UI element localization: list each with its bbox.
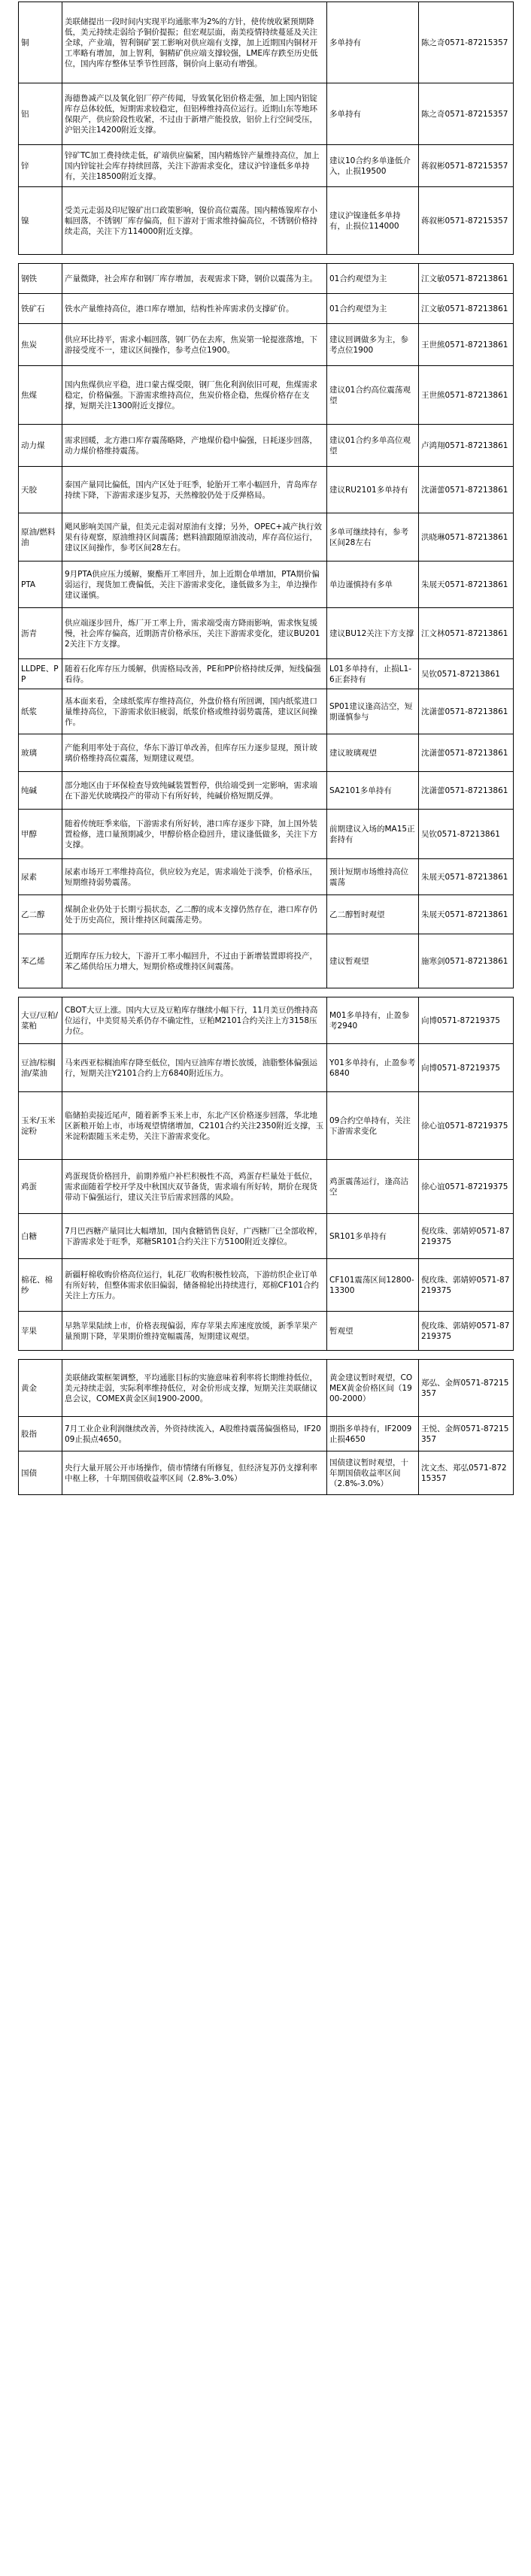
trading-view: 乙二醇暂时观望 <box>327 895 419 934</box>
commodity-name: 焦煤 <box>19 366 62 425</box>
analyst-contact: 沈潇蕾0571-87213861 <box>419 772 514 810</box>
commodity-name: 动力煤 <box>19 425 62 467</box>
trading-view: 建议01合约多单高位观望 <box>327 425 419 467</box>
analyst-contact: 王世熊0571-87213861 <box>419 324 514 366</box>
commodity-name: 焦炭 <box>19 324 62 366</box>
commodity-name: 原油/燃料油 <box>19 513 62 562</box>
commodity-name: 铁矿石 <box>19 294 62 324</box>
table-row <box>19 1160 514 1214</box>
trading-view: L01多单持有，止损L1-6正套持有 <box>327 659 419 689</box>
analyst-contact: 朱展天0571-87213861 <box>419 562 514 608</box>
trading-view: 09合约空单持有，关注下游需求变化 <box>327 1092 419 1160</box>
analyst-contact: 向博0571-87219375 <box>419 1044 514 1092</box>
commodity-name: LLDPE、PP <box>19 659 62 689</box>
commodity-name: 白糖 <box>19 1214 62 1259</box>
analyst-contact: 江文敏0571-87213861 <box>419 264 514 294</box>
analysis-text: 7月巴西糖产量同比大幅增加，国内食糖销售良好，广西糖厂已全部收榨，下游需求处于旺季，郑糖SR101合约关注下方5100附近支撑位。 <box>62 1214 327 1259</box>
analysis-text: 泰国产量同比偏低，国内产区处于旺季，轮胎开工率小幅回升，青岛库存持续下降，下游需求逐步复苏，天然橡胶仍处于反弹格局。 <box>62 467 327 513</box>
commodity-name: 铜 <box>19 2 62 83</box>
trading-view: 建议10合约多单逢低介入，止损19500 <box>327 145 419 187</box>
table-row <box>19 1259 514 1312</box>
table-row <box>19 859 514 895</box>
section-separator <box>19 255 514 264</box>
table-row <box>19 689 514 734</box>
analysis-text: 马来西亚棕榈油库存降至低位，国内豆油库存增长放缓，油脂整体偏强运行，短期关注Y2101合约上方6840附近压力。 <box>62 1044 327 1092</box>
commodity-name: 苹果 <box>19 1312 62 1351</box>
trading-view: 期指多单持有，IF2009止损4650 <box>327 1417 419 1451</box>
analysis-text: 需求回暖，北方港口库存震荡略降，产地煤价稳中偏强，日耗逐步回落，动力煤价格维持震荡。 <box>62 425 327 467</box>
analyst-contact: 蒋叙彬0571-87215357 <box>419 187 514 255</box>
trading-view: 黄金建议暂时观望，COMEX黄金价格区间（1900-2000） <box>327 1360 419 1417</box>
market-view-table <box>18 2 514 1495</box>
commodity-name: 棉花、棉纱 <box>19 1259 62 1312</box>
trading-view: 建议沪镍逢低多单持有，止损位114000 <box>327 187 419 255</box>
analysis-text: 煤制企业仍处于长期亏损状态，乙二醇的成本支撑仍然存在，港口库存仍处于历史高位，预计维持区间震荡走势。 <box>62 895 327 934</box>
trading-view: 单边谨慎持有多单 <box>327 562 419 608</box>
table-row <box>19 145 514 187</box>
trading-view: 01合约观望为主 <box>327 264 419 294</box>
analyst-contact: 陈之奇0571-87215357 <box>419 83 514 145</box>
trading-view: 多单可继续持有，参考区间28左右 <box>327 513 419 562</box>
analyst-contact: 陈之奇0571-87215357 <box>419 2 514 83</box>
analyst-contact: 倪玫珠、郭婧婷0571-87219375 <box>419 1214 514 1259</box>
analyst-contact: 洪晓琳0571-87213861 <box>419 513 514 562</box>
trading-view: 建议BU12关注下方支撑 <box>327 608 419 659</box>
analyst-contact: 朱展天0571-87213861 <box>419 859 514 895</box>
table-row <box>19 1044 514 1092</box>
analyst-contact: 沈潇蕾0571-87213861 <box>419 689 514 734</box>
trading-view: 建议回调做多为主，参考点位1900 <box>327 324 419 366</box>
table-row <box>19 1312 514 1351</box>
table-row <box>19 934 514 988</box>
analyst-contact: 徐心谊0571-87219375 <box>419 1092 514 1160</box>
table-row <box>19 734 514 772</box>
analysis-text: 国内焦煤供应平稳，进口蒙古煤受限，钢厂焦化利润依旧可观，焦煤需求稳定，价格偏强。下游需求维持高位，焦炭价格企稳，焦煤价格存在支撑，短期关注1300附近支撑位。 <box>62 366 327 425</box>
trading-view: 建议玻璃观望 <box>327 734 419 772</box>
analyst-contact: 郑弘、金辉0571-87215357 <box>419 1360 514 1417</box>
commodity-name: 苯乙烯 <box>19 934 62 988</box>
commodity-name: 乙二醇 <box>19 895 62 934</box>
analyst-contact: 沈潇蕾0571-87213861 <box>419 734 514 772</box>
analyst-contact: 王世熊0571-87213861 <box>419 366 514 425</box>
commodity-name: 钢铁 <box>19 264 62 294</box>
analysis-text: 临储拍卖接近尾声，随着新季玉米上市，东北产区价格逐步回落，华北地区新粮开始上市，市场观望情绪增加，C2101合约关注2350附近支撑，玉米淀粉跟随玉米走势，关注下游需求变化。 <box>62 1092 327 1160</box>
commodity-name: 鸡蛋 <box>19 1160 62 1214</box>
table-row <box>19 772 514 810</box>
analysis-text: CBOT大豆上涨。国内大豆及豆粕库存继续小幅下行，11月美豆仍维持高位运行，中美贸易关系仍存不确定性，豆粕M2101合约关注上方3158压力位。 <box>62 997 327 1044</box>
analysis-text: 鸡蛋现货价格回升，前期养殖户补栏积极性不高，鸡蛋存栏量处于低位，需求面随着学校开学及中秋国庆双节备货，需求端有所好转，期价在现货带动下偏强运行，建议关注节后需求回落的风险。 <box>62 1160 327 1214</box>
trading-view: CF101震荡区间12800-13300 <box>327 1259 419 1312</box>
analysis-text: 产能利用率处于高位，华东下游订单改善，但库存压力逐步显现，预计玻璃价格维持高位震荡，短期建议观望。 <box>62 734 327 772</box>
analysis-text: 央行大量开展公开市场操作，债市情绪有所修复，但经济复苏仍支撑利率中枢上移，十年期国债收益率区间（2.8%-3.0%） <box>62 1451 327 1495</box>
analysis-text: 7月工业企业利润继续改善，外资持续流入，A股维持震荡偏强格局，IF2009止损点4650。 <box>62 1417 327 1451</box>
analysis-text: 产量微降，社会库存和钢厂库存增加，表观需求下降，钢价以震荡为主。 <box>62 264 327 294</box>
table-row <box>19 1417 514 1451</box>
commodity-name: 沥青 <box>19 608 62 659</box>
analyst-contact: 向博0571-87219375 <box>419 997 514 1044</box>
section-separator <box>19 988 514 997</box>
analyst-contact: 徐心谊0571-87219375 <box>419 1160 514 1214</box>
analysis-text: 美联储政策框架调整，平均通胀目标的实施意味着利率将长期维持低位，美元持续走弱，实际利率维持低位，对金价形成支撑，短期关注美联储议息会议，COMEX黄金区间1900-2000。 <box>62 1360 327 1417</box>
table-row <box>19 1214 514 1259</box>
analysis-text: 海德鲁减产以及氧化铝厂停产传闻，导致氧化铝价格走强，加上国内铝锭库存总体较低，短期需求较稳定，但铝棒维持高位运行。近期山东等地环保限产，供应阶段性收紧，不过由于新增产能投放，铝价上行空间受压，沪铝关注14200附近支撑。 <box>62 83 327 145</box>
trading-view: 多单持有 <box>327 2 419 83</box>
analysis-text: 铁水产量维持高位，港口库存增加，结构性补库需求仍支撑矿价。 <box>62 294 327 324</box>
table-row <box>19 513 514 562</box>
trading-view: Y01多单持有，止盈参考6840 <box>327 1044 419 1092</box>
analyst-contact: 卢鸿翔0571-87213861 <box>419 425 514 467</box>
commodity-name: 黄金 <box>19 1360 62 1417</box>
section-separator <box>19 1351 514 1360</box>
trading-view: 前期建议入场的MA15正套持有 <box>327 810 419 859</box>
analysis-text: 9月PTA供应压力缓解，聚酯开工率回升，加上近期仓单增加，PTA期价偏弱运行，现货加工费偏低，关注下游需求变化，逢低做多为主，单边操作建议谨慎。 <box>62 562 327 608</box>
analysis-text: 基本面来看，全球纸浆库存维持高位，外盘价格有所回调，国内纸浆进口量维持高位，下游需求依旧疲弱，纸浆价格或维持弱势震荡，建议区间操作。 <box>62 689 327 734</box>
analysis-text: 供应环比持平，需求小幅回落，钢厂仍在去库，焦炭第一轮提涨落地，下游接受度不一，建议区间操作，参考点位1900。 <box>62 324 327 366</box>
table-row <box>19 562 514 608</box>
analysis-text: 锌矿TC加工费持续走低，矿端供应偏紧，国内精炼锌产量维持高位，加上国内锌锭社会库存持续回落，关注下游需求变化，建议沪锌逢低多单持有，关注18500附近支撑。 <box>62 145 327 187</box>
analysis-text: 新疆籽棉收购价格高位运行，轧花厂收购积极性较高，下游纺织企业订单有所好转，但整体需求依旧偏弱，储备棉轮出持续进行，郑棉CF101合约关注上方压力。 <box>62 1259 327 1312</box>
table-row <box>19 467 514 513</box>
commodity-name: 纯碱 <box>19 772 62 810</box>
table-row <box>19 895 514 934</box>
analyst-contact: 朱展天0571-87213861 <box>419 895 514 934</box>
analysis-text: 受美元走弱及印尼镍矿出口政策影响，镍价高位震荡。国内精炼镍库存小幅回落，不锈钢厂库存偏高，但下游对于需求维持偏高位，不锈钢价格持续走高，关注下方114000附近支撑。 <box>62 187 327 255</box>
analyst-contact: 吴钦0571-87213861 <box>419 659 514 689</box>
separator-cell <box>19 988 514 997</box>
trading-view: 建议暂观望 <box>327 934 419 988</box>
table-row <box>19 2 514 83</box>
table-body <box>19 2 514 1495</box>
analysis-text: 飓风影响美国产量，但美元走弱对原油有支撑；另外，OPEC+减产执行效果有待观察，原油维持区间震荡；燃料油跟随原油波动，库存高位运行，建议区间操作，参考区间28左右。 <box>62 513 327 562</box>
commodity-name: 锌 <box>19 145 62 187</box>
analyst-contact: 吴钦0571-87213861 <box>419 810 514 859</box>
table-row <box>19 1360 514 1417</box>
table-row <box>19 83 514 145</box>
commodity-name: 天胶 <box>19 467 62 513</box>
commodity-name: 镍 <box>19 187 62 255</box>
trading-view: M01多单持有，止盈参考2940 <box>327 997 419 1044</box>
analyst-contact: 沈潇蕾0571-87213861 <box>419 467 514 513</box>
trading-view: SP01建议逢高沽空，短期谨慎参与 <box>327 689 419 734</box>
analysis-text: 早熟苹果陆续上市，价格表现偏弱，库存苹果去库速度放缓，新季苹果产量预期下降，苹果期价维持宽幅震荡，短期建议观望。 <box>62 1312 327 1351</box>
commodity-name: 国债 <box>19 1451 62 1495</box>
commodity-name: 豆油/棕榈油/菜油 <box>19 1044 62 1092</box>
analysis-text: 部分地区由于环保检查导致纯碱装置暂停，供给端受到一定影响，需求端在下游光伏玻璃投产的带动下有所好转，纯碱价格短期反弹。 <box>62 772 327 810</box>
table-row <box>19 608 514 659</box>
trading-view: 暂观望 <box>327 1312 419 1351</box>
table-row <box>19 997 514 1044</box>
analyst-contact: 倪玫珠、郭婧婷0571-87219375 <box>419 1312 514 1351</box>
table-row <box>19 264 514 294</box>
analyst-contact: 沈文杰、郑弘0571-87215357 <box>419 1451 514 1495</box>
commodity-name: 股指 <box>19 1417 62 1451</box>
commodity-name: PTA <box>19 562 62 608</box>
analyst-contact: 蒋叙彬0571-87215357 <box>419 145 514 187</box>
table-row <box>19 187 514 255</box>
analysis-text: 供应端逐步回升，炼厂开工率上升，需求端受南方降雨影响，需求恢复缓慢，社会库存偏高，近期沥青价格承压，关注下游需求变化，建议BU2012关注下方支撑。 <box>62 608 327 659</box>
analysis-text: 美联储提出一段时间内实现平均通胀率为2%的方针，使传统收紧预期降低，美元持续走弱给予铜价提振；但宏观层面，南美疫情持续蔓延及关注全球，产业端，智利铜矿罢工影响对供应端有支撑，加上近期国内铜材开工率略有增加，加上智利，铜精矿供应端支撑较强，LME库存跌至历史低位，国内库存整体呈季节性回落，铜价向上驱动有增强。 <box>62 2 327 83</box>
analyst-contact: 江文敏0571-87213861 <box>419 294 514 324</box>
analysis-text: 近期库存压力较大，下游开工率小幅回升，不过由于新增装置即将投产，苯乙烯供给压力增大，短期价格或维持区间震荡。 <box>62 934 327 988</box>
commodity-name: 玻璃 <box>19 734 62 772</box>
commodity-name: 甲醇 <box>19 810 62 859</box>
analysis-text: 随着传统旺季来临，下游需求有所好转，港口库存逐步下降，加上国外装置检修，进口量预期减少，甲醇价格企稳回升，建议逢低做多，关注下方支撑。 <box>62 810 327 859</box>
commodity-name: 纸浆 <box>19 689 62 734</box>
table-row <box>19 425 514 467</box>
table-row <box>19 1092 514 1160</box>
trading-view: 鸡蛋震荡运行，逢高沽空 <box>327 1160 419 1214</box>
trading-view: 多单持有 <box>327 83 419 145</box>
table-row <box>19 1451 514 1495</box>
trading-view: 国债建议暂时观望，十年期国债收益率区间（2.8%-3.0%） <box>327 1451 419 1495</box>
commodity-name: 尿素 <box>19 859 62 895</box>
table-row <box>19 324 514 366</box>
analyst-contact: 倪玫珠、郭婧婷0571-87219375 <box>419 1259 514 1312</box>
analysis-text: 随着石化库存压力缓解，供需格局改善，PE和PP价格持续反弹，短线偏强看待。 <box>62 659 327 689</box>
table-row <box>19 294 514 324</box>
trading-view: SR101多单持有 <box>327 1214 419 1259</box>
commodity-name: 铝 <box>19 83 62 145</box>
analyst-contact: 施寒剑0571-87213861 <box>419 934 514 988</box>
trading-view: SA2101多单持有 <box>327 772 419 810</box>
table-row <box>19 659 514 689</box>
analyst-contact: 江文林0571-87213861 <box>419 608 514 659</box>
separator-cell <box>19 1351 514 1360</box>
trading-view: 建议RU2101多单持有 <box>327 467 419 513</box>
separator-cell <box>19 255 514 264</box>
commodity-name: 玉米/玉米淀粉 <box>19 1092 62 1160</box>
table-row <box>19 366 514 425</box>
trading-view: 建议01合约高位震荡观望 <box>327 366 419 425</box>
table-row <box>19 810 514 859</box>
commodity-name: 大豆/豆粕/菜粕 <box>19 997 62 1044</box>
analyst-contact: 王悦、金辉0571-87215357 <box>419 1417 514 1451</box>
trading-view: 01合约观望为主 <box>327 294 419 324</box>
trading-view: 预计短期市场维持高位震荡 <box>327 859 419 895</box>
analysis-text: 尿素市场开工率维持高位，供应较为充足，需求端处于淡季，价格承压，短期维持弱势震荡。 <box>62 859 327 895</box>
